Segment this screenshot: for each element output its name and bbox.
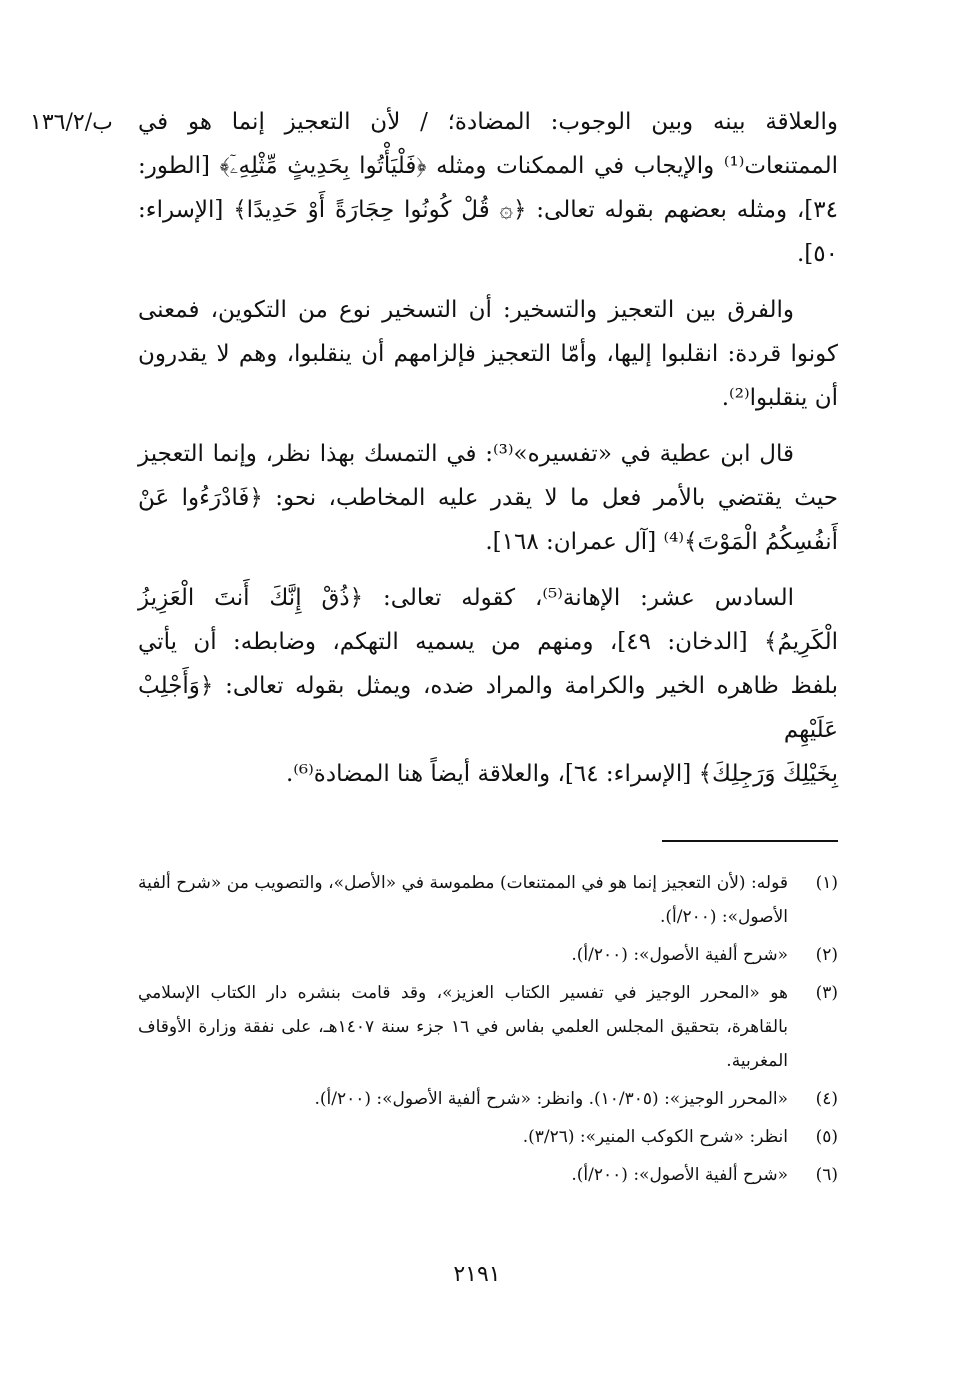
footnote-divider (662, 840, 838, 842)
text-line: الممتنعات⁽¹⁾ والإيجاب في الممكنات ومثله ﴿فَلْيَأْتُوا بِحَدِيثٍ مِّثْلِهِۦٓ﴾ [الطور: (138, 153, 838, 179)
text-line: الْكَرِيمُ﴾ [الدخان: ٤٩]، ومنهم من يسميه التهكم، وضابطه: أن يأتي (138, 629, 839, 655)
text-line: ٣٤]، ومثله بعضهم بقوله تعالى: ﴿۞ قُلْ كُونُوا حِجَارَةً أَوْ حَدِيدًا﴾ [الإسراء: (138, 197, 838, 223)
text-line: أَنفُسِكُمُ الْمَوْتَ﴾⁽⁴⁾ [آل عمران: ١٦٨]. (485, 529, 838, 555)
footnote-number: (٦) (815, 1165, 838, 1185)
paragraph-1 (138, 100, 838, 276)
text-line: حيث يقتضي بالأمر فعل ما لا يقدر عليه المخاطب، نحو: ﴿فَادْرَءُوا عَنْ (138, 485, 838, 511)
footnote-text: «شرح ألفية الأصول»: (٢٠٠/أ). (571, 1165, 788, 1185)
footnote-text: «شرح ألفية الأصول»: (٢٠٠/أ). (571, 945, 788, 965)
text-line: بِخَيْلِكَ وَرَجِلِكَ﴾ [الإسراء: ٦٤]، والعلاقة أيضاً هنا المضادة⁽⁶⁾. (285, 761, 838, 787)
main-text (138, 100, 838, 808)
footnotes (138, 866, 838, 1196)
footnote-number: (١) (815, 873, 838, 893)
text-line: أن ينقلبوا⁽²⁾. (721, 385, 838, 411)
footnote-number: (٥) (815, 1127, 838, 1147)
text-line: ٥٠]. (796, 241, 838, 267)
footnote (138, 938, 838, 972)
footnote-text: انظر: «شرح الكوكب المنير»: (٣/٢٦). (522, 1127, 788, 1147)
text-line: والعلاقة بينه وبين الوجوب: المضادة؛ / لأن التعجيز إنما هو في (138, 109, 838, 135)
text-line: والفرق بين التعجيز والتسخير: أن التسخير نوع من التكوين، فمعنى (138, 297, 794, 323)
footnote (138, 976, 838, 1078)
footnote (138, 1082, 838, 1116)
footnote-number: (٣) (815, 983, 838, 1003)
paragraph-3 (138, 432, 838, 564)
margin-reference: ب/١٣٦/٢ (30, 110, 113, 135)
footnote (138, 1120, 838, 1154)
paragraph-2 (138, 288, 838, 420)
footnote (138, 866, 838, 934)
footnote-text: «المحرر الوجيز»: (١٠/٣٠٥). وانظر: «شرح ألفية الأصول»: (٢٠٠/أ). (314, 1089, 788, 1109)
footnote-number: (٤) (815, 1089, 838, 1109)
footnote-number: (٢) (815, 945, 838, 965)
text-line: كونوا قردة: انقلبوا إليها، وأمّا التعجيز فإلزامهم أن ينقلبوا، وهم لا يقدرون (138, 341, 838, 367)
text-line: السادس عشر: الإهانة⁽⁵⁾، كقوله تعالى: ﴿ذُقْ إِنَّكَ أَنتَ الْعَزِيزُ (138, 585, 794, 611)
page-number: ٢١٩١ (453, 1262, 501, 1287)
text-line: بلفظ ظاهره الخير والكرامة والمراد ضده، ويمثل بقوله تعالى: ﴿وَأَجْلِبْ عَلَيْهِم (138, 673, 838, 743)
footnote-text: قوله: (لأن التعجيز إنما هو في الممتنعات) مطموسة في «الأصل»، والتصويب من «شرح ألفية الأصول»: (٢٠٠/أ). (138, 873, 788, 927)
paragraph-4 (138, 576, 838, 796)
text-line: قال ابن عطية في «تفسيره»⁽³⁾: في التمسك بهذا نظر، وإنما التعجيز (138, 441, 794, 467)
footnote (138, 1158, 838, 1192)
footnote-text: هو «المحرر الوجيز في تفسير الكتاب العزيز»، وقد قامت بنشره دار الكتاب الإسلامي بالقاهرة، بتحقيق المجلس العلمي بفاس في ١٦ جزء سنة ١٤٠٧هـ، على نفقة وزارة الأوقاف المغربية. (138, 983, 788, 1071)
